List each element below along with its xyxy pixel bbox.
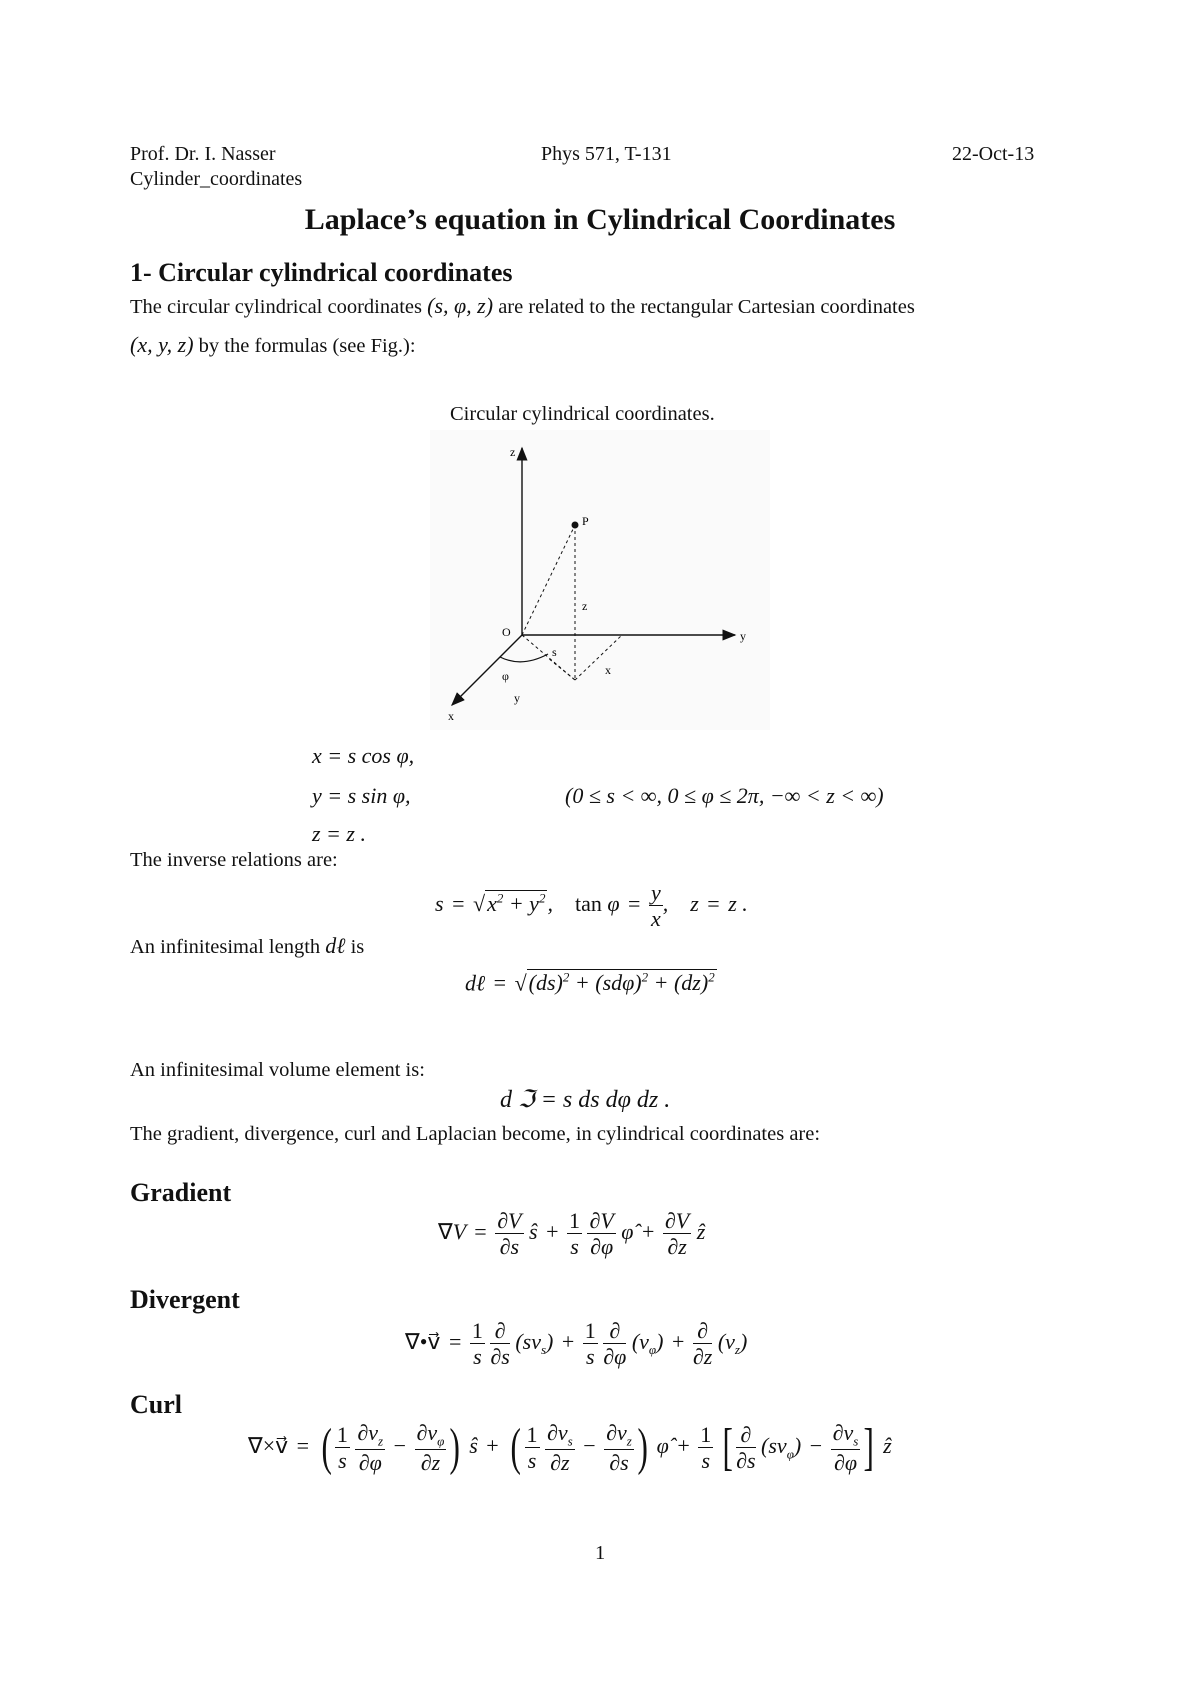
height-label: z [582,599,588,613]
section-heading: 1- Circular cylindrical coordinates [130,258,513,287]
z-axis-label: z [510,445,516,459]
author: Prof. Dr. I. Nasser [130,143,276,165]
radius-label: s [552,645,557,659]
volume-equation: d ℑ = s ds dφ dz . [500,1087,671,1113]
z-equation: z = z . [312,821,366,846]
gradient-equation: ∇V = $\frac{\partial V}{\partial s}$ ŝ + $\frac{1}{s}$ $\frac{\partial V}{\partial\varphi}$ φ̂ + $\frac{\partial V}{\partial z}$ ẑ [438,1208,706,1260]
range-condition: (0 ≤ s < ∞, 0 ≤ φ ≤ 2π, −∞ < z < ∞) [565,783,884,808]
y-axis-label: y [740,629,746,643]
intro-line-2: (x, y, z) by the formulas (see Fig.): [130,332,416,357]
file-name: Cylinder_coordinates [130,168,303,190]
point-p [572,522,579,529]
page-number: 1 [595,1542,606,1564]
date: 22-Oct-13 [952,143,1035,165]
point-label: P [582,514,589,528]
length-text: An infinitesimal length dℓ is [130,933,365,958]
gradient-heading: Gradient [130,1178,232,1207]
page-title: Laplace’s equation in Cylindrical Coordinates [304,203,896,236]
figure-caption: Circular cylindrical coordinates. [450,403,715,425]
operators-text: The gradient, divergence, curl and Laplacian become, in cylindrical coordinates are: [130,1123,821,1145]
curl-heading: Curl [130,1390,182,1419]
x-equation: x = s cos φ, [312,743,415,768]
curl-equation: ∇×v⃗ = ( $\frac{1}{s}$ $\frac{\partial v_z}{\partial\varphi}$ − $\frac{\partial v_\varphi}{\partial z}$ ) ŝ + ( $\frac{1}{s}$ $\frac{\partial v_s}{\partial z}$ − $\frac{\partial v_z}{\partial s}$ ) φ̂ + $\frac{1}{s}$ [ $\frac{\partial}{\partial s}$ $(sv_\varphi)$ − $\frac{\partial v_s}{\partial\varphi}$ ] ẑ [248,1418,892,1476]
intro-line-1: The circular cylindrical coordinates (s, φ, z) are related to the rectangular Cartesian coordinates [130,293,915,318]
cylindrical-coordinates-figure [430,430,770,730]
inverse-text: The inverse relations are: [130,849,338,871]
course: Phys 571, T-131 [541,143,672,165]
y-projection-label: y [514,691,520,705]
divergent-heading: Divergent [130,1285,240,1314]
inverse-relations: $s = √x^2 + y^2$, tan φ = $\frac{y}{x}$ , z = z . [435,880,748,932]
y-equation: y = s sin φ, [312,783,411,808]
origin-label: O [502,625,511,639]
x-axis-label: x [448,709,454,723]
phi-label: φ [502,669,509,683]
divergence-equation: ∇•v⃗ = $\frac{1}{s}$ $\frac{\partial}{\partial s}$ $(sv_s)$ + $\frac{1}{s}$ $\frac{\partial}{\partial\varphi}$ $(v_\varphi)$ + $\frac{\partial}{\partial z}$ $(v_z)$ [405,1318,748,1370]
volume-text: An infinitesimal volume element is: [130,1059,425,1081]
x-projection-label: x [605,663,611,677]
length-equation: dℓ = $√(ds)^2 + (sd\varphi)^2 + (dz)^2$ [465,970,715,996]
